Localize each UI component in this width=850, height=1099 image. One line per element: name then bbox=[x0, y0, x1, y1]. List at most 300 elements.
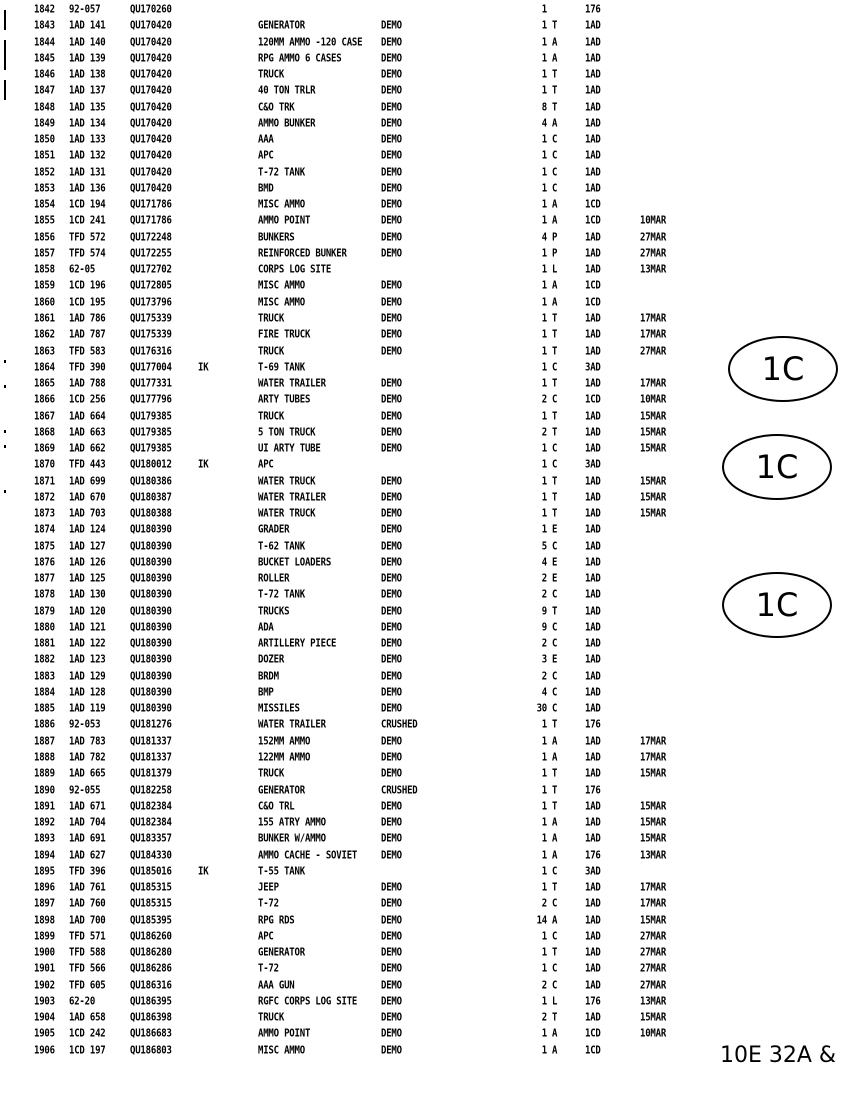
date: 17MAR bbox=[640, 378, 667, 390]
quantity: 4 bbox=[541, 118, 547, 130]
unit-id: 1AD 761 bbox=[69, 882, 106, 894]
action-taken: DEMO bbox=[381, 735, 402, 748]
unit-code: 1AD bbox=[585, 166, 601, 179]
action-taken: DEMO bbox=[381, 231, 402, 244]
action-taken: DEMO bbox=[381, 557, 402, 569]
row-number: 1874 bbox=[34, 524, 55, 537]
grid-reference: QU181337 bbox=[130, 735, 172, 748]
target-description: MISC AMMO bbox=[258, 296, 305, 309]
target-description: T-55 TANK bbox=[258, 866, 305, 878]
unit-code: 1AD bbox=[585, 508, 601, 520]
table-row bbox=[0, 230, 720, 248]
quantity: 1 bbox=[541, 85, 547, 98]
date: 27MAR bbox=[640, 979, 667, 992]
table-row bbox=[0, 441, 720, 459]
row-number: 1888 bbox=[34, 752, 55, 764]
table-row bbox=[0, 2, 720, 20]
target-description: TRUCK bbox=[258, 1012, 285, 1024]
grid-reference: QU179385 bbox=[130, 427, 172, 439]
unit-code: 1AD bbox=[585, 69, 601, 81]
table-row bbox=[0, 880, 720, 898]
table-row bbox=[0, 392, 720, 410]
action-taken: DEMO bbox=[381, 296, 402, 309]
unit-code: 1AD bbox=[585, 231, 601, 244]
quantity: 1 bbox=[541, 524, 547, 537]
row-number: 1857 bbox=[34, 248, 55, 260]
margin-mark bbox=[4, 445, 6, 448]
row-number: 1881 bbox=[34, 638, 55, 650]
unit-code: 1AD bbox=[585, 670, 601, 683]
circle-annotation-text: 1C bbox=[755, 448, 799, 486]
target-description: T-72 TANK bbox=[258, 589, 305, 602]
grid-reference: QU180390 bbox=[130, 703, 172, 715]
unit-id: 1AD 671 bbox=[69, 800, 106, 813]
quantity: 2 bbox=[541, 573, 547, 585]
unit-id: 1AD 134 bbox=[69, 118, 106, 130]
target-description: AMMO CACHE - SOVIET bbox=[258, 849, 358, 862]
action-taken: DEMO bbox=[381, 849, 402, 862]
grid-reference: QU180390 bbox=[130, 670, 172, 683]
target-description: AMMO BUNKER bbox=[258, 118, 316, 130]
unit-code: 1AD bbox=[585, 53, 601, 65]
unit-code: 1CD bbox=[585, 296, 601, 309]
action-taken: DEMO bbox=[381, 573, 402, 585]
unit-code: 1CD bbox=[585, 394, 601, 406]
quantity: 1 bbox=[541, 36, 547, 49]
table-row bbox=[0, 197, 720, 215]
category-code: E bbox=[552, 573, 558, 585]
row-number: 1872 bbox=[34, 492, 55, 504]
grid-reference: QU170420 bbox=[130, 20, 172, 33]
target-description: REINFORCED BUNKER bbox=[258, 248, 347, 260]
quantity: 1 bbox=[541, 475, 547, 488]
grid-reference: QU171786 bbox=[130, 215, 172, 228]
unit-id: 1AD 786 bbox=[69, 313, 106, 325]
quantity: 2 bbox=[541, 427, 547, 439]
date: 15MAR bbox=[640, 492, 667, 504]
table-row bbox=[0, 1043, 720, 1061]
action-taken: DEMO bbox=[381, 979, 402, 992]
grid-reference: QU186280 bbox=[130, 947, 172, 959]
date: 27MAR bbox=[640, 963, 667, 976]
table-row bbox=[0, 246, 720, 264]
unit-code: 1AD bbox=[585, 898, 601, 911]
action-taken: DEMO bbox=[381, 800, 402, 813]
target-description: GENERATOR bbox=[258, 20, 305, 33]
target-description: DOZER bbox=[258, 654, 285, 667]
unit-code: 1AD bbox=[585, 752, 601, 764]
action-taken: DEMO bbox=[381, 443, 402, 455]
handwritten-circle-annotation bbox=[728, 336, 838, 402]
unit-code: 176 bbox=[585, 996, 601, 1008]
unit-code: 176 bbox=[585, 4, 601, 16]
unit-code: 1AD bbox=[585, 768, 601, 780]
unit-id: 1AD 120 bbox=[69, 605, 106, 618]
grid-reference: QU177331 bbox=[130, 378, 172, 390]
action-taken: DEMO bbox=[381, 118, 402, 130]
unit-code: 1AD bbox=[585, 475, 601, 488]
unit-id: 1AD 128 bbox=[69, 687, 106, 699]
target-description: BUCKET LOADERS bbox=[258, 557, 332, 569]
target-description: WATER TRAILER bbox=[258, 719, 326, 732]
target-description: RPG AMMO 6 CASES bbox=[258, 53, 342, 65]
grid-reference: QU186316 bbox=[130, 979, 172, 992]
category-code: C bbox=[552, 898, 558, 911]
row-number: 1843 bbox=[34, 20, 55, 33]
row-number: 1898 bbox=[34, 914, 55, 927]
row-number: 1865 bbox=[34, 378, 55, 390]
action-taken: DEMO bbox=[381, 670, 402, 683]
quantity: 1 bbox=[541, 410, 547, 423]
table-row bbox=[0, 717, 720, 735]
action-taken: DEMO bbox=[381, 540, 402, 553]
table-row bbox=[0, 815, 720, 833]
date: 27MAR bbox=[640, 947, 667, 959]
target-description: 40 TON TRLR bbox=[258, 85, 316, 98]
date: 27MAR bbox=[640, 248, 667, 260]
row-number: 1890 bbox=[34, 784, 55, 797]
margin-mark bbox=[4, 385, 6, 388]
category-code: C bbox=[552, 638, 558, 650]
target-description: 152MM AMMO bbox=[258, 735, 311, 748]
grid-reference: QU186286 bbox=[130, 963, 172, 976]
action-taken: DEMO bbox=[381, 898, 402, 911]
unit-code: 1AD bbox=[585, 540, 601, 553]
grid-reference: QU180390 bbox=[130, 540, 172, 553]
category-code: T bbox=[552, 784, 558, 797]
grid-reference: QU180386 bbox=[130, 475, 172, 488]
target-description: APC bbox=[258, 931, 274, 943]
quantity: 2 bbox=[541, 670, 547, 683]
action-taken: DEMO bbox=[381, 394, 402, 406]
handwritten-note: 10E 32A & bbox=[720, 1043, 837, 1068]
grid-reference: QU170420 bbox=[130, 101, 172, 114]
date: 15MAR bbox=[640, 833, 667, 846]
quantity: 1 bbox=[541, 800, 547, 813]
table-row bbox=[0, 604, 720, 622]
target-description: UI ARTY TUBE bbox=[258, 443, 321, 455]
target-description: JEEP bbox=[258, 882, 279, 894]
quantity: 2 bbox=[541, 898, 547, 911]
handwritten-circle-annotation bbox=[722, 434, 832, 500]
category-code: A bbox=[552, 296, 558, 309]
quantity: 1 bbox=[541, 443, 547, 455]
unit-id: 1AD 137 bbox=[69, 85, 106, 98]
category-code: T bbox=[552, 85, 558, 98]
quantity: 1 bbox=[541, 492, 547, 504]
unit-code: 1AD bbox=[585, 817, 601, 829]
quantity: 1 bbox=[541, 849, 547, 862]
action-taken: DEMO bbox=[381, 996, 402, 1008]
unit-code: 1CD bbox=[585, 1028, 601, 1041]
category-code: E bbox=[552, 557, 558, 569]
target-description: TRUCK bbox=[258, 768, 285, 780]
unit-code: 1AD bbox=[585, 573, 601, 585]
category-code: C bbox=[552, 589, 558, 602]
quantity: 2 bbox=[541, 979, 547, 992]
row-number: 1868 bbox=[34, 427, 55, 439]
category-code: A bbox=[552, 752, 558, 764]
unit-code: 1AD bbox=[585, 833, 601, 846]
quantity: 2 bbox=[541, 589, 547, 602]
quantity: 4 bbox=[541, 687, 547, 699]
unit-code: 1AD bbox=[585, 20, 601, 33]
grid-reference: QU172805 bbox=[130, 280, 172, 293]
action-taken: DEMO bbox=[381, 427, 402, 439]
unit-id: 1AD 782 bbox=[69, 752, 106, 764]
row-number: 1860 bbox=[34, 296, 55, 309]
table-row bbox=[0, 116, 720, 134]
target-description: APC bbox=[258, 459, 274, 472]
action-taken: DEMO bbox=[381, 166, 402, 179]
grid-reference: QU183357 bbox=[130, 833, 172, 846]
row-number: 1848 bbox=[34, 101, 55, 114]
grid-reference: QU170420 bbox=[130, 36, 172, 49]
date: 15MAR bbox=[640, 427, 667, 439]
unit-id: 1AD 140 bbox=[69, 36, 106, 49]
action-taken: DEMO bbox=[381, 313, 402, 325]
table-row bbox=[0, 978, 720, 996]
margin-mark bbox=[4, 40, 6, 70]
quantity: 1 bbox=[541, 833, 547, 846]
target-description: MISC AMMO bbox=[258, 199, 305, 211]
category-code: A bbox=[552, 215, 558, 228]
target-description: TRUCK bbox=[258, 410, 285, 423]
target-description: APC bbox=[258, 150, 274, 163]
target-description: T-72 TANK bbox=[258, 166, 305, 179]
row-number: 1853 bbox=[34, 183, 55, 195]
category-code: A bbox=[552, 1028, 558, 1041]
unit-id: 92-055 bbox=[69, 784, 101, 797]
action-taken: DEMO bbox=[381, 768, 402, 780]
grid-reference: QU172248 bbox=[130, 231, 172, 244]
table-row bbox=[0, 278, 720, 296]
date: 15MAR bbox=[640, 410, 667, 423]
category-code: C bbox=[552, 687, 558, 699]
margin-mark bbox=[4, 80, 6, 100]
action-taken: DEMO bbox=[381, 817, 402, 829]
quantity: 1 bbox=[541, 784, 547, 797]
unit-code: 1AD bbox=[585, 443, 601, 455]
row-number: 1859 bbox=[34, 280, 55, 293]
table-row bbox=[0, 409, 720, 427]
unit-id: 1AD 133 bbox=[69, 134, 106, 146]
grid-reference: QU185315 bbox=[130, 882, 172, 894]
action-taken: DEMO bbox=[381, 101, 402, 114]
category-code: P bbox=[552, 248, 558, 260]
row-number: 1858 bbox=[34, 264, 55, 276]
grid-reference: QU186803 bbox=[130, 1044, 172, 1057]
category-code: C bbox=[552, 459, 558, 472]
grid-reference: QU172702 bbox=[130, 264, 172, 276]
grid-reference: QU186395 bbox=[130, 996, 172, 1008]
quantity: 1 bbox=[541, 248, 547, 260]
row-number: 1879 bbox=[34, 605, 55, 618]
unit-code: 1AD bbox=[585, 654, 601, 667]
grid-reference: QU180390 bbox=[130, 589, 172, 602]
quantity: 1 bbox=[541, 166, 547, 179]
unit-id: 1AD 129 bbox=[69, 670, 106, 683]
table-row bbox=[0, 67, 720, 85]
row-number: 1897 bbox=[34, 898, 55, 911]
row-number: 1851 bbox=[34, 150, 55, 163]
target-description: 120MM AMMO -120 CASE bbox=[258, 36, 363, 49]
unit-id: 1CD 256 bbox=[69, 394, 106, 406]
category-code: P bbox=[552, 231, 558, 244]
row-number: 1891 bbox=[34, 800, 55, 813]
quantity: 1 bbox=[541, 345, 547, 358]
row-number: 1876 bbox=[34, 557, 55, 569]
category-code: L bbox=[552, 996, 558, 1008]
target-description: WATER TRUCK bbox=[258, 475, 316, 488]
quantity: 4 bbox=[541, 231, 547, 244]
action-taken: DEMO bbox=[381, 53, 402, 65]
unit-id: 1AD 783 bbox=[69, 735, 106, 748]
target-description: WATER TRUCK bbox=[258, 508, 316, 520]
action-taken: DEMO bbox=[381, 638, 402, 650]
date: 13MAR bbox=[640, 849, 667, 862]
quantity: 2 bbox=[541, 1012, 547, 1024]
unit-code: 1AD bbox=[585, 118, 601, 130]
action-taken: DEMO bbox=[381, 947, 402, 959]
quantity: 1 bbox=[541, 215, 547, 228]
grid-reference: QU173796 bbox=[130, 296, 172, 309]
row-number: 1866 bbox=[34, 394, 55, 406]
date: 15MAR bbox=[640, 443, 667, 455]
unit-id: 1AD 121 bbox=[69, 622, 106, 634]
unit-id: 1AD 127 bbox=[69, 540, 106, 553]
handwritten-circle-annotation bbox=[722, 572, 832, 638]
action-taken: DEMO bbox=[381, 215, 402, 228]
unit-code: 176 bbox=[585, 849, 601, 862]
action-taken: DEMO bbox=[381, 605, 402, 618]
action-taken: DEMO bbox=[381, 508, 402, 520]
grid-reference: QU180390 bbox=[130, 638, 172, 650]
quantity: 1 bbox=[541, 963, 547, 976]
category-code: C bbox=[552, 540, 558, 553]
row-number: 1884 bbox=[34, 687, 55, 699]
row-number: 1847 bbox=[34, 85, 55, 98]
grid-reference: QU180390 bbox=[130, 573, 172, 585]
category-code: E bbox=[552, 654, 558, 667]
quantity: 2 bbox=[541, 638, 547, 650]
quantity: 4 bbox=[541, 557, 547, 569]
quantity: 1 bbox=[541, 329, 547, 341]
quantity: 1 bbox=[541, 183, 547, 195]
unit-code: 1AD bbox=[585, 345, 601, 358]
target-description: CORPS LOG SITE bbox=[258, 264, 332, 276]
table-row bbox=[0, 311, 720, 329]
row-number: 1855 bbox=[34, 215, 55, 228]
target-description: ARTILLERY PIECE bbox=[258, 638, 337, 650]
row-number: 1844 bbox=[34, 36, 55, 49]
date: 13MAR bbox=[640, 996, 667, 1008]
target-description: TRUCK bbox=[258, 69, 285, 81]
date: 17MAR bbox=[640, 752, 667, 764]
grid-reference: QU180390 bbox=[130, 622, 172, 634]
category-code: T bbox=[552, 605, 558, 618]
row-number: 1849 bbox=[34, 118, 55, 130]
date: 13MAR bbox=[640, 264, 667, 276]
quantity: 1 bbox=[541, 947, 547, 959]
quantity: 1 bbox=[541, 296, 547, 309]
row-number: 1862 bbox=[34, 329, 55, 341]
unit-code: 1AD bbox=[585, 703, 601, 715]
unit-id: 1AD 139 bbox=[69, 53, 106, 65]
unit-id: TFD 571 bbox=[69, 931, 106, 943]
action-taken: DEMO bbox=[381, 410, 402, 423]
grid-reference: QU179385 bbox=[130, 410, 172, 423]
grid-reference: QU170420 bbox=[130, 166, 172, 179]
table-row bbox=[0, 1010, 720, 1028]
unit-code: 1AD bbox=[585, 101, 601, 114]
table-row bbox=[0, 848, 720, 866]
quantity: 1 bbox=[541, 1028, 547, 1041]
action-taken: CRUSHED bbox=[381, 784, 418, 797]
row-number: 1871 bbox=[34, 475, 55, 488]
row-number: 1867 bbox=[34, 410, 55, 423]
quantity: 1 bbox=[541, 1044, 547, 1057]
flag-code: IK bbox=[198, 361, 209, 374]
unit-code: 1AD bbox=[585, 589, 601, 602]
table-row bbox=[0, 571, 720, 589]
category-code: T bbox=[552, 1012, 558, 1024]
grid-reference: QU185395 bbox=[130, 914, 172, 927]
unit-id: 1CD 196 bbox=[69, 280, 106, 293]
target-description: TRUCK bbox=[258, 313, 285, 325]
category-code: T bbox=[552, 313, 558, 325]
unit-id: 1AD 787 bbox=[69, 329, 106, 341]
table-row bbox=[0, 327, 720, 345]
target-description: MISSILES bbox=[258, 703, 300, 715]
unit-code: 3AD bbox=[585, 459, 601, 472]
row-number: 1864 bbox=[34, 361, 55, 374]
unit-code: 1AD bbox=[585, 183, 601, 195]
date: 17MAR bbox=[640, 329, 667, 341]
unit-id: 1AD 665 bbox=[69, 768, 106, 780]
category-code: A bbox=[552, 735, 558, 748]
unit-id: TFD 390 bbox=[69, 361, 106, 374]
date: 17MAR bbox=[640, 735, 667, 748]
quantity: 1 bbox=[541, 280, 547, 293]
row-number: 1902 bbox=[34, 979, 55, 992]
grid-reference: QU186260 bbox=[130, 931, 172, 943]
row-number: 1904 bbox=[34, 1012, 55, 1024]
action-taken: DEMO bbox=[381, 1028, 402, 1041]
grid-reference: QU170420 bbox=[130, 53, 172, 65]
quantity: 1 bbox=[541, 866, 547, 878]
row-number: 1856 bbox=[34, 231, 55, 244]
category-code: C bbox=[552, 622, 558, 634]
row-number: 1906 bbox=[34, 1044, 55, 1057]
date: 27MAR bbox=[640, 345, 667, 358]
unit-code: 1AD bbox=[585, 605, 601, 618]
target-description: GENERATOR bbox=[258, 784, 305, 797]
action-taken: DEMO bbox=[381, 475, 402, 488]
row-number: 1886 bbox=[34, 719, 55, 732]
action-taken: DEMO bbox=[381, 914, 402, 927]
quantity: 1 bbox=[541, 4, 547, 16]
date: 15MAR bbox=[640, 475, 667, 488]
action-taken: DEMO bbox=[381, 20, 402, 33]
grid-reference: QU180390 bbox=[130, 654, 172, 667]
unit-code: 1AD bbox=[585, 248, 601, 260]
action-taken: DEMO bbox=[381, 687, 402, 699]
grid-reference: QU170420 bbox=[130, 134, 172, 146]
date: 15MAR bbox=[640, 817, 667, 829]
table-row bbox=[0, 148, 720, 166]
row-number: 1905 bbox=[34, 1028, 55, 1041]
